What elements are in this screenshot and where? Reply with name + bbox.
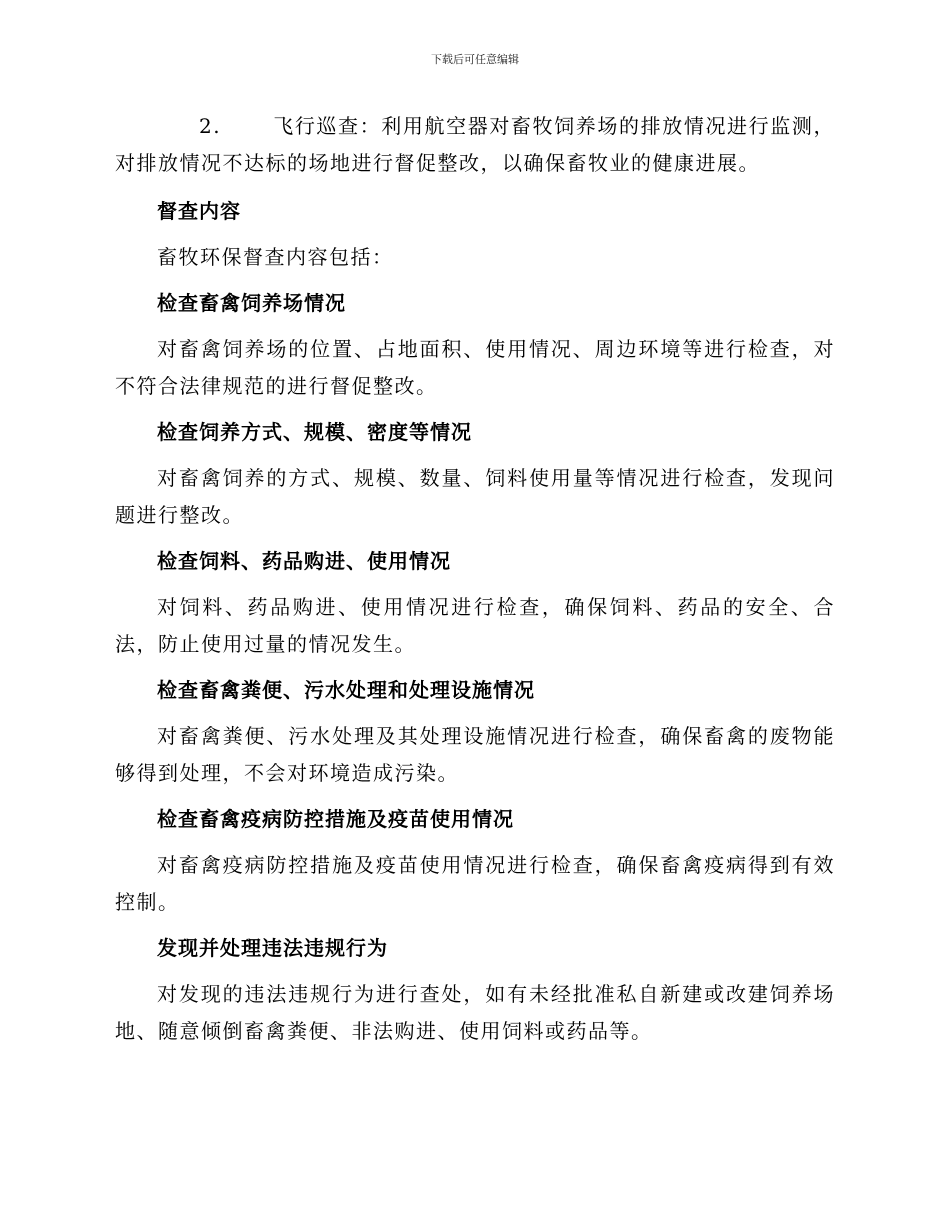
paragraph-flight-inspection bbox=[115, 108, 835, 182]
page-header: 下载后可任意编辑 bbox=[431, 53, 519, 66]
list-number: 2. bbox=[199, 114, 222, 138]
heading-farm: 检查畜禽饲养场情况 bbox=[157, 291, 346, 315]
paragraph-waste: 对畜禽粪便、污水处理及其处理设施情况进行检查，确保畜禽的废物能够得到处理，不会对环境造成污染。 bbox=[115, 724, 835, 785]
paragraph-disease: 对畜禽疫病防控措施及疫苗使用情况进行检查，确保畜禽疫病得到有效控制。 bbox=[115, 853, 835, 914]
heading-inspection-content: 督查内容 bbox=[157, 199, 241, 223]
heading-waste: 检查畜禽粪便、污水处理和处理设施情况 bbox=[157, 678, 535, 702]
heading-feeding-mode: 检查饲养方式、规模、密度等情况 bbox=[157, 420, 472, 444]
paragraph-feed-medicine: 对饲料、药品购进、使用情况进行检查，确保饲料、药品的安全、合法，防止使用过量的情况发生。 bbox=[115, 595, 835, 656]
paragraph-farm: 对畜禽饲养场的位置、占地面积、使用情况、周边环境等进行检查，对不符合法律规范的进行督促整改。 bbox=[115, 337, 835, 398]
document-body bbox=[115, 108, 835, 1050]
paragraph-violation: 对发现的违法违规行为进行查处，如有未经批准私自新建或改建饲养场地、随意倾倒畜禽粪便、非法购进、使用饲料或药品等。 bbox=[115, 982, 835, 1043]
heading-violation: 发现并处理违法违规行为 bbox=[157, 936, 388, 960]
paragraph-text: 飞行巡查：利用航空器对畜牧饲养场的排放情况进行监测，对排放情况不达标的场地进行督促整改，以确保畜牧业的健康进展。 bbox=[115, 114, 835, 175]
paragraph-feeding-mode: 对畜禽饲养的方式、规模、数量、饲料使用量等情况进行检查，发现问题进行整改。 bbox=[115, 466, 835, 527]
heading-disease: 检查畜禽疫病防控措施及疫苗使用情况 bbox=[157, 807, 514, 831]
paragraph-intro: 畜牧环保督查内容包括： bbox=[157, 245, 394, 269]
heading-feed-medicine: 检查饲料、药品购进、使用情况 bbox=[157, 549, 451, 573]
